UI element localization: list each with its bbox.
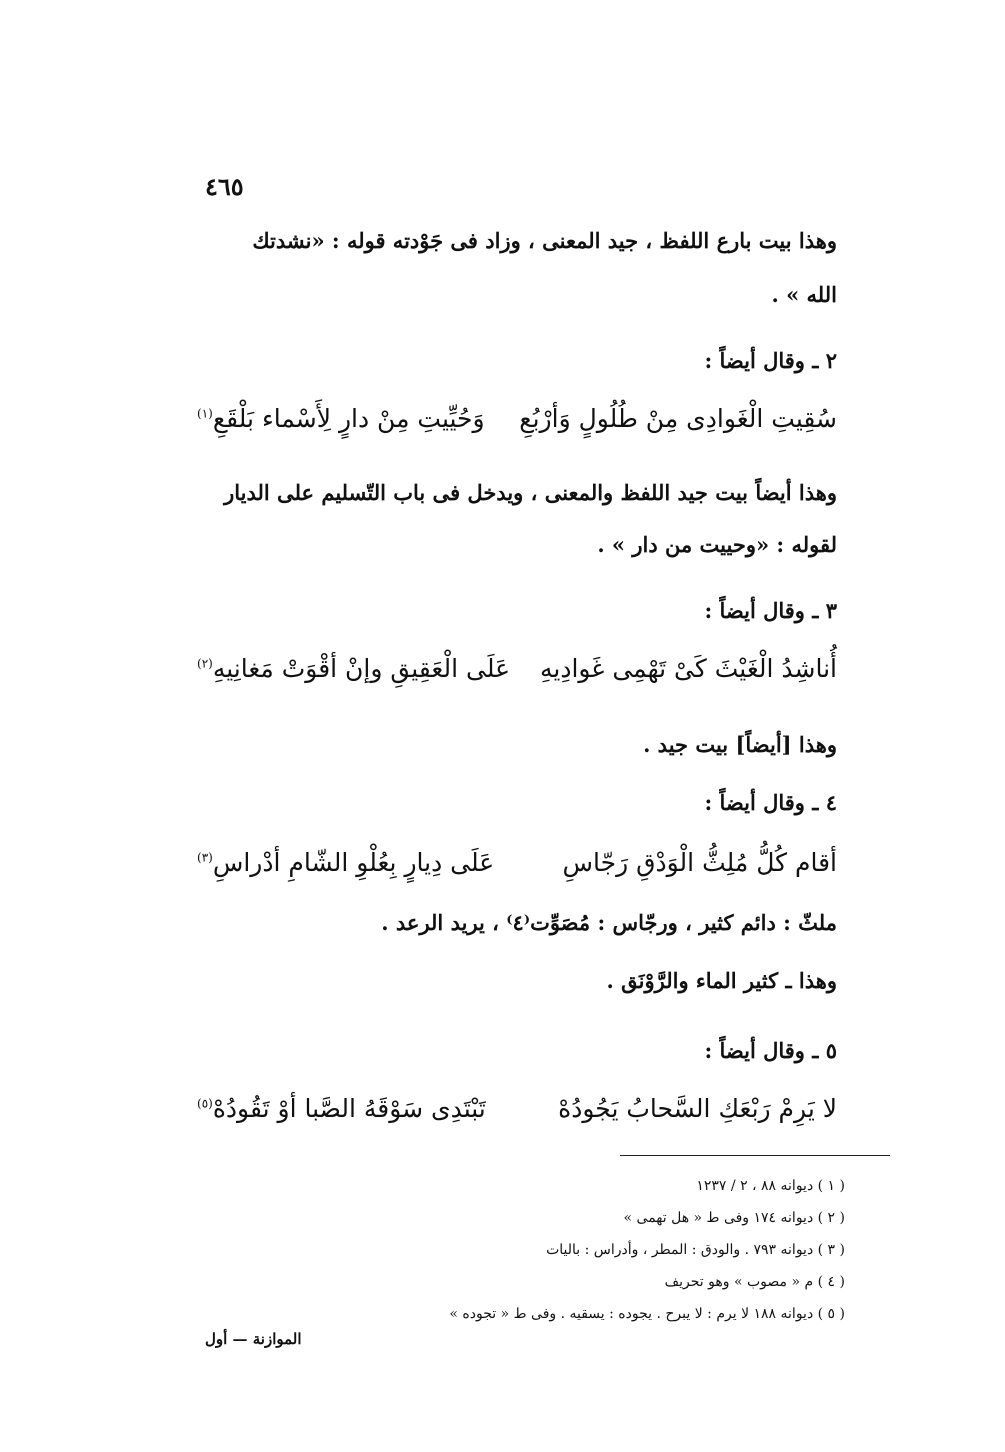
verse-5: [197, 1086, 837, 1130]
footnote-ref-5: (٥): [197, 1096, 213, 1111]
section-heading-5: ٥ ـ وقال أيضاً :: [704, 1038, 837, 1063]
section-heading-2: ٢ ـ وقال أيضاً :: [704, 348, 837, 373]
verse-3-first-hemistich: أُناشِدُ الْغَيْثَ كَىْ تَهْمِى غَوادِيهِ: [539, 653, 837, 683]
paragraph-3: وهذا [أيضاً] بيت جيد .: [643, 732, 837, 757]
verse-5-first-hemistich: لا يَرِمْ رَبْعَكِ السَّحابُ يَجُودُهْ: [558, 1093, 837, 1123]
footnote-5: ( ٥ ) ديوانه ١٨٨ لا يرم : لا يبرح . يجوده : يسقيه . وفى ط « تجوده »: [449, 1306, 845, 1322]
section-heading-4: ٤ ـ وقال أيضاً :: [704, 790, 837, 815]
footnote-3: ( ٣ ) ديوانه ٧٩٣ . والودق : المطر ، وأدراس : باليات: [546, 1242, 845, 1258]
page-number: ٤٦٥: [205, 172, 244, 201]
verse-2-first-hemistich: سُقِيتِ الْغَوادِى مِنْ طُلُولٍ وَأرْبُعِ: [519, 403, 837, 433]
footnote-2: ( ٢ ) ديوانه ١٧٤ وفى ط « هل تهمى »: [623, 1210, 845, 1226]
verse-2: [197, 396, 837, 440]
paragraph-2-line-2: لقوله : «وحييت من دار » .: [597, 532, 837, 557]
footnote-ref-1: (١): [197, 406, 213, 421]
footnote-ref-3: (٣): [197, 850, 213, 865]
verse-4: [197, 840, 837, 884]
paragraph-1-line-1: وهذا بيت بارع اللفظ ، جيد المعنى ، وزاد فى جَوْدته قوله : «نشدتك: [252, 228, 837, 253]
verse-3: [197, 646, 837, 690]
paragraph-4-line-2: وهذا ـ كثير الماء والرَّوْنَق .: [606, 968, 837, 993]
verse-3-second-hemistich: عَلَى الْعَقِيقِ وإنْ أقْوَتْ مَغانِيهِ: [212, 653, 511, 683]
verse-2-second-hemistich: وَحُيِّيتِ مِنْ دارٍ لِأَسْماء بَلْقَعِ: [212, 403, 485, 433]
verse-4-first-hemistich: أقام كُلُّ مُلِثُّ الْوَدْقِ رَجّاسِ: [562, 847, 837, 877]
footnote-divider: [620, 1155, 890, 1156]
verse-5-second-hemistich: تَبْتَدِى سَوْقَهُ الصَّبا أوْ تَقُودُهْ: [212, 1093, 486, 1123]
verse-4-second-hemistich: عَلَى دِيارٍ بِعُلْوِ الشّامِ أدْراسِ: [212, 847, 495, 877]
footnote-4: ( ٤ ) م « مصوب » وهو تحريف: [664, 1274, 845, 1290]
running-footer: الموازنة — أول: [205, 1330, 302, 1348]
footnote-ref-2: (٢): [197, 656, 213, 671]
paragraph-2-line-1: وهذا أيضاً بيت جيد اللفظ والمعنى ، ويدخل فى باب التّسليم على الديار: [224, 480, 837, 505]
section-heading-3: ٣ ـ وقال أيضاً :: [704, 598, 837, 623]
paragraph-1-line-2: الله » .: [771, 282, 837, 307]
gloss-line: ملثّ : دائم كثير ، ورجّاس : مُصَوِّت⁽٤⁾ ، يريد الرعد .: [381, 910, 837, 935]
footnote-1: ( ١ ) ديوانه ٨٨ ، ٢ / ١٢٣٧: [696, 1178, 845, 1194]
